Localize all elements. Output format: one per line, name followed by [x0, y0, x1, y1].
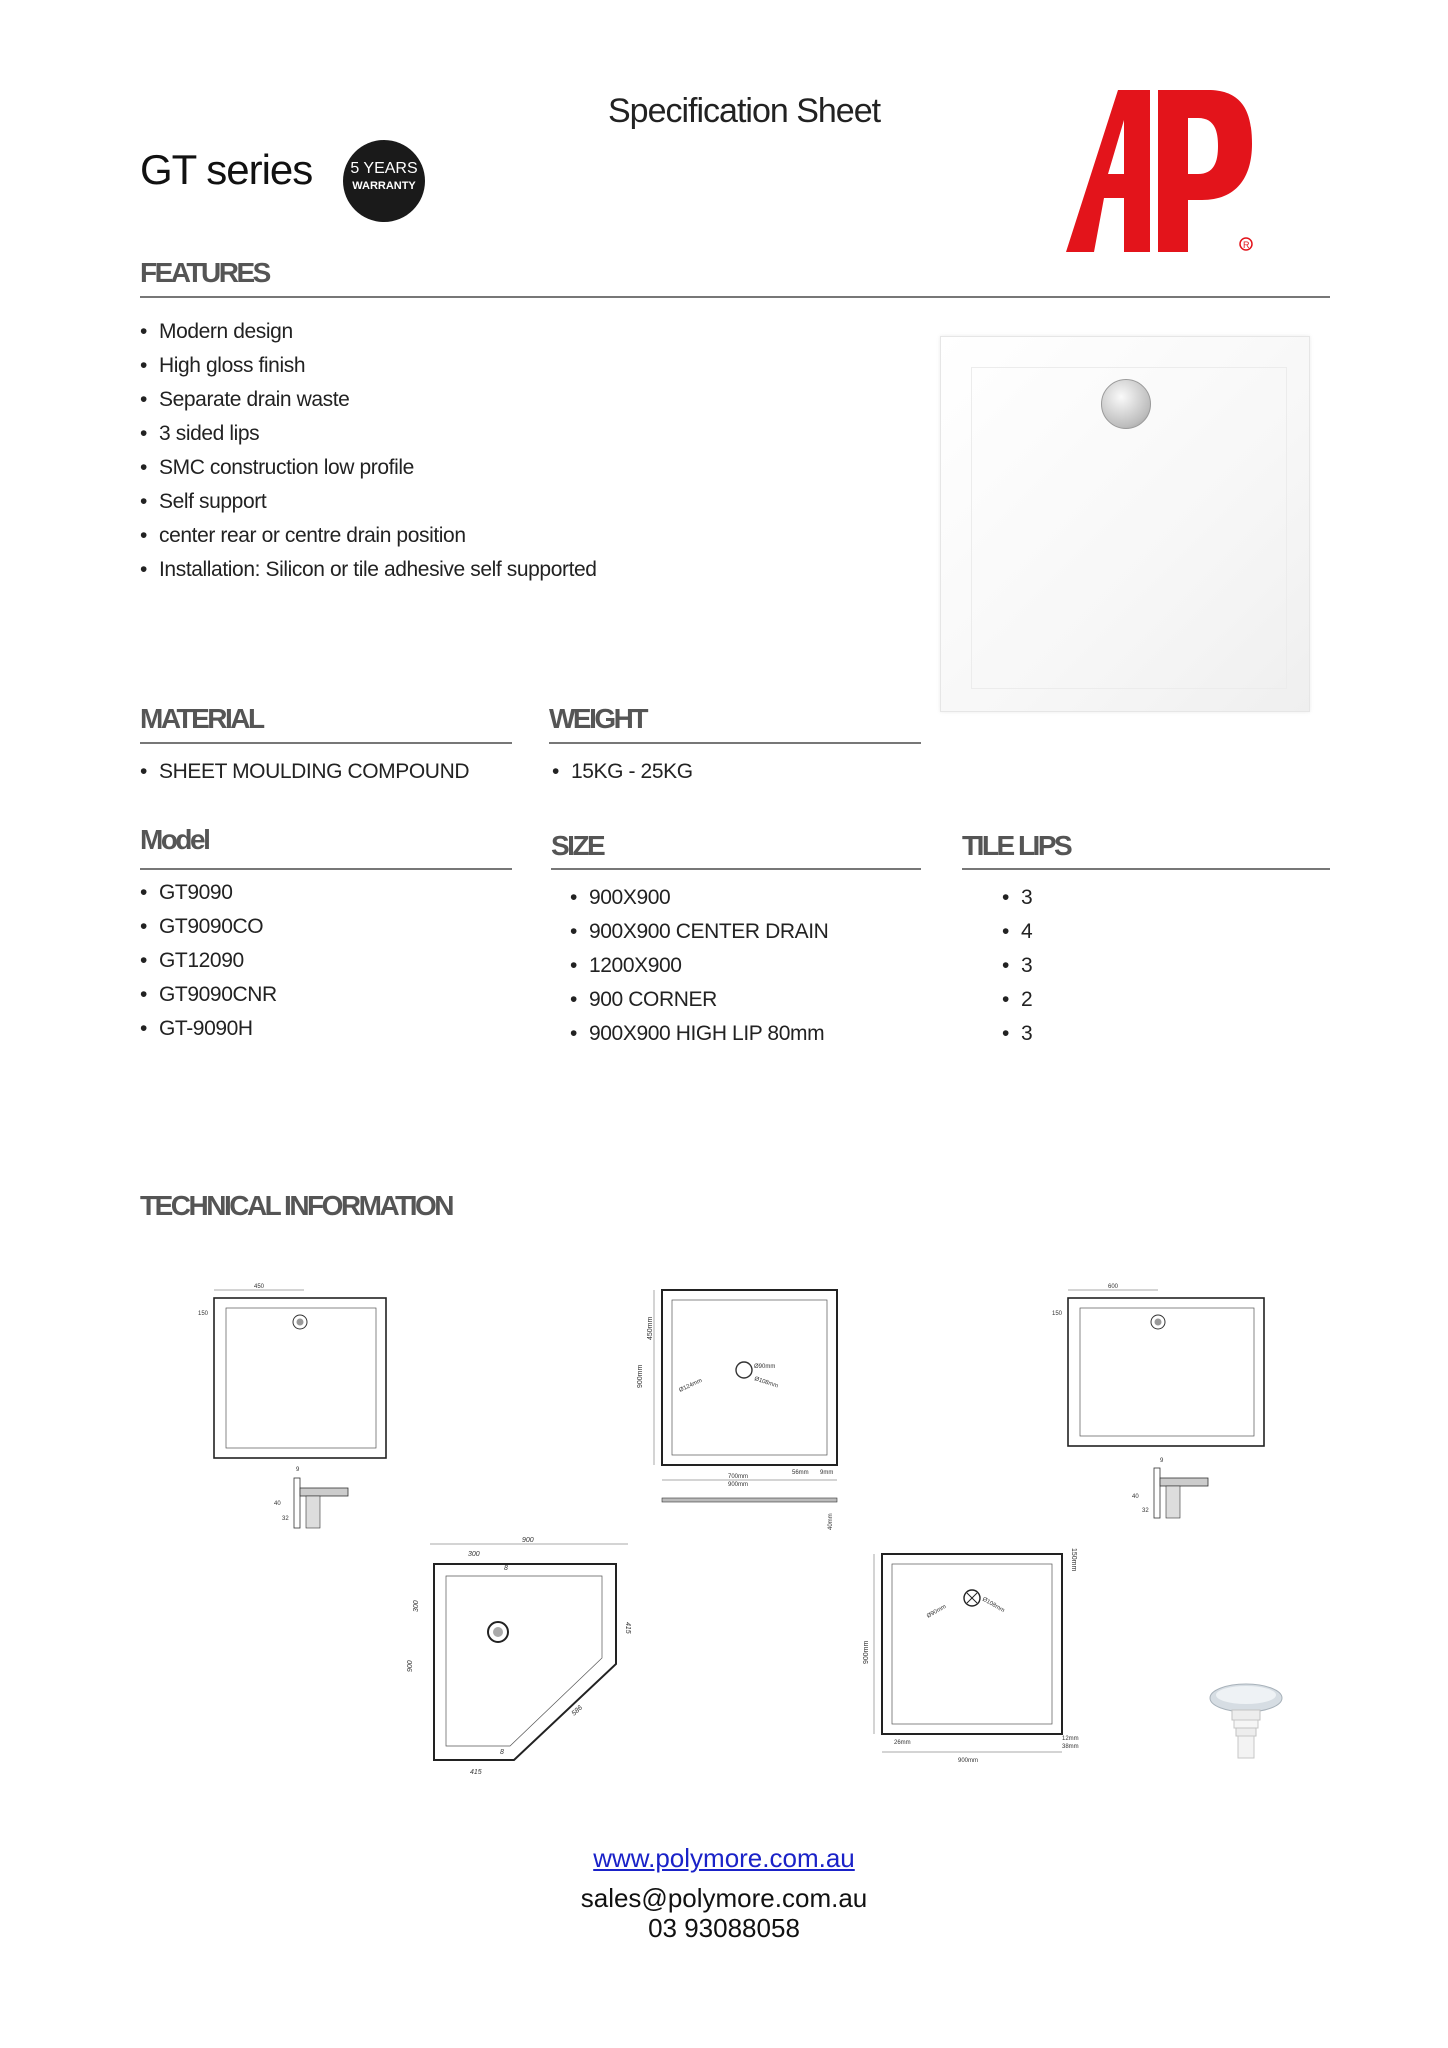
dim-h: 40mm [828, 1513, 834, 1530]
features-list [140, 315, 900, 587]
dim-lip: 9 [1160, 1458, 1164, 1464]
dim-300b: 300 [413, 1600, 420, 1612]
dim-d1: Ø124mm [678, 1377, 704, 1394]
tile-lip-item: • 3 [1002, 881, 1102, 915]
dim-h1: 40 [1132, 1494, 1139, 1500]
drain-cover [1101, 379, 1151, 429]
technical-heading: TECHNICAL INFORMATION [140, 1190, 452, 1221]
size-item: • 900X900 CENTER DRAIN [570, 915, 930, 949]
features-rule [140, 296, 1330, 298]
warranty-years: 5 YEARS [350, 160, 418, 177]
size-heading: SIZE [551, 830, 604, 861]
dim-w4: 900mm [728, 1482, 749, 1488]
feature-item: • Self support [140, 485, 900, 519]
dim-h1: 40 [274, 1501, 281, 1507]
dim-h: 900mm [863, 1640, 870, 1664]
feature-item: • Installation: Silicon or tile adhesive self supported [140, 553, 900, 587]
weight-rule [549, 742, 921, 744]
size-item: • 1200X900 [570, 949, 930, 983]
model-heading: Model [140, 824, 209, 855]
dim-w3: 9mm [820, 1470, 834, 1476]
feature-item: • Separate drain waste [140, 383, 900, 417]
feature-item: • 3 sided lips [140, 417, 900, 451]
dim-lip: 150mm [1070, 1548, 1077, 1572]
tile-lip-item: • 3 [1002, 1017, 1102, 1051]
website-link[interactable]: www.polymore.com.au [593, 1843, 855, 1873]
drawing-gt12090 [1050, 1280, 1270, 1540]
feature-item: • center rear or centre drain position [140, 519, 900, 553]
model-item: • GT12090 [140, 944, 512, 978]
size-item: • 900 CORNER [570, 983, 930, 1017]
size-item: • 900X900 HIGH LIP 80mm [570, 1017, 930, 1051]
warranty-badge [343, 140, 425, 222]
tile-lip-item: • 3 [1002, 949, 1102, 983]
dim-height: 900mm [637, 1364, 644, 1388]
model-item: • GT9090CO [140, 910, 512, 944]
dim-side: 150 [1052, 1311, 1063, 1317]
document-title: Specification Sheet [608, 92, 881, 130]
dim-side: 150 [198, 1311, 209, 1317]
model-item: • GT-9090H [140, 1012, 512, 1046]
model-list [140, 876, 512, 1046]
features-heading: FEATURES [140, 257, 269, 288]
tile-lips-heading: TILE LIPS [962, 830, 1071, 861]
drawing-gt9090h [844, 1540, 1092, 1778]
dim-d1: Ø90mm [926, 1603, 948, 1620]
size-list [570, 881, 930, 1051]
email-address: sales@polymore.com.au [580, 1883, 868, 1913]
model-rule [140, 868, 512, 870]
tile-lip-item: • 4 [1002, 915, 1102, 949]
size-rule [551, 868, 921, 870]
dim-r1: 12mm [1062, 1736, 1079, 1742]
dim-h2: 32 [282, 1516, 289, 1522]
material-rule [140, 742, 512, 744]
svg-text:R: R [1243, 240, 1250, 250]
drawing-gt9090co [632, 1268, 847, 1538]
shower-tray-photo [940, 336, 1310, 712]
drawing-gt9090cnr [404, 1532, 644, 1782]
weight-list [552, 755, 924, 789]
tile-lips-rule [962, 868, 1330, 870]
size-item: • 900X900 [570, 881, 930, 915]
ap-logo [1066, 90, 1256, 260]
weight-heading: WEIGHT [549, 703, 646, 734]
phone-number: 03 93088058 [648, 1913, 800, 1943]
dim-top: 450 [254, 1284, 265, 1290]
dim-w2: 56mm [792, 1470, 809, 1476]
dim-top: 600 [1108, 1284, 1119, 1290]
dim-side: 900 [407, 1660, 414, 1672]
dim-r2: 38mm [1062, 1744, 1079, 1750]
dim-h2: 32 [1142, 1508, 1149, 1514]
dim-top: 900 [522, 1537, 534, 1544]
dim-w1: 700mm [728, 1474, 749, 1480]
dim-d3: Ø108mm [753, 1376, 779, 1390]
material-heading: MATERIAL [140, 703, 263, 734]
dim-415b: 415 [470, 1769, 482, 1776]
dim-300a: 300 [468, 1551, 480, 1558]
feature-item: • SMC construction low profile [140, 451, 900, 485]
tile-lips-list [1002, 881, 1102, 1051]
weight-item: • 15KG - 25KG [552, 755, 924, 789]
series-title: GT series [140, 146, 313, 193]
dim-diag: 586 [570, 1704, 585, 1718]
material-item: • SHEET MOULDING COMPOUND [140, 755, 512, 789]
feature-item: • High gloss finish [140, 349, 900, 383]
dim-half: 450mm [647, 1316, 654, 1340]
dim-415a: 415 [624, 1622, 631, 1634]
dim-8b: 8 [500, 1749, 504, 1756]
model-item: • GT9090CNR [140, 978, 512, 1012]
material-list [140, 755, 512, 789]
model-item: • GT9090 [140, 876, 512, 910]
feature-item: • Modern design [140, 315, 900, 349]
dim-lip: 9 [296, 1467, 300, 1473]
drain-waste-photo [1206, 1680, 1286, 1766]
tile-lip-item: • 2 [1002, 983, 1102, 1017]
dim-d2: Ø90mm [754, 1364, 776, 1370]
dim-w: 900mm [958, 1758, 979, 1764]
dim-bl: 26mm [894, 1740, 911, 1746]
warranty-label: WARRANTY [352, 180, 416, 192]
dim-d2: Ø108mm [981, 1596, 1006, 1615]
drawing-gt9090 [196, 1280, 396, 1540]
dim-8a: 8 [504, 1565, 508, 1572]
